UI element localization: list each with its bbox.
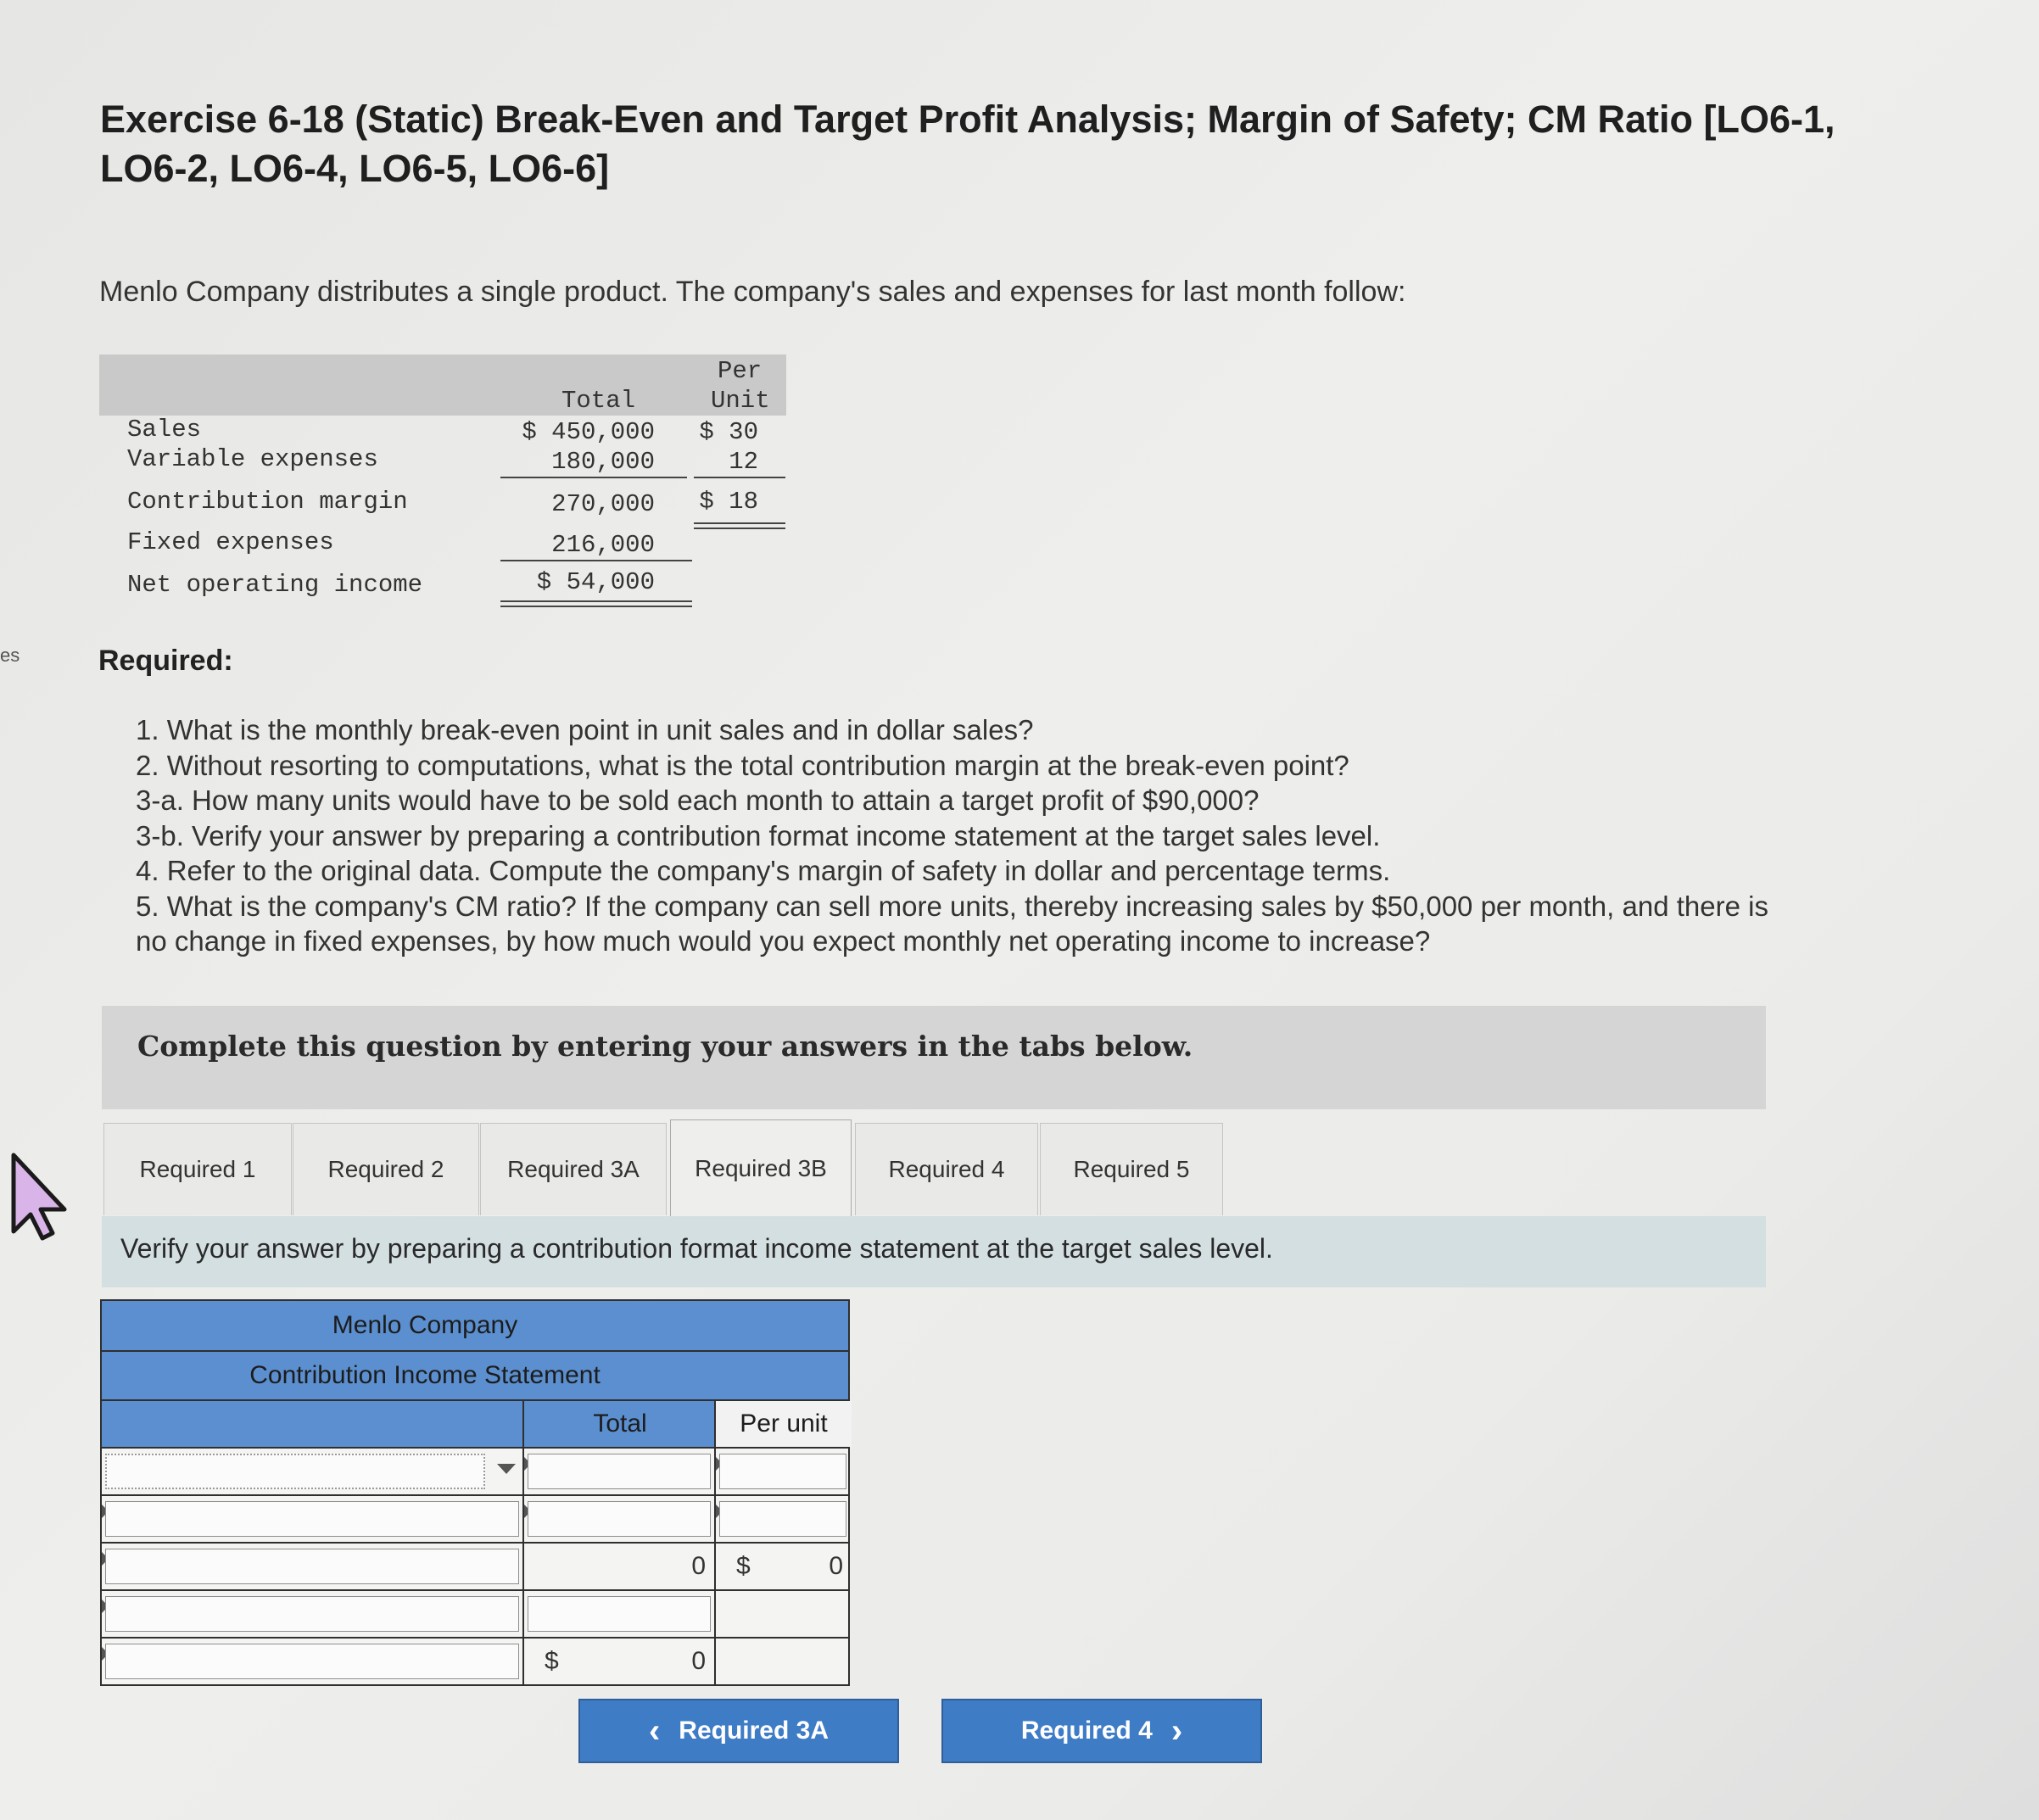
total-column-header [522,1401,716,1447]
row-label-variable: Variable expenses [127,445,378,473]
table-header-band [99,355,786,416]
row-total-noi: $ 54,000 [536,568,655,596]
total-input[interactable] [522,1496,714,1542]
row-label-sales: Sales [127,416,202,444]
total-input[interactable] [522,1449,714,1494]
row-label-cm: Contribution margin [127,488,408,516]
tab-instruction-bar [102,1216,1766,1287]
rule-per-1 [694,477,785,478]
double-rule-per [694,522,785,529]
requirement-3b: 3-b. Verify your answer by preparing a contribution format income statement at the target sales level. [136,819,1381,851]
row-per-sales: $ 30 [699,418,758,446]
prev-button-label: Required 3A [679,1717,830,1745]
requirement-5-cont: no change in fixed expenses, by how much would you expect monthly net operating income to increase? [136,925,1431,957]
label-column-header [102,1401,522,1447]
chevron-down-icon[interactable] [497,1464,516,1474]
chevron-right-icon: › [1170,1711,1183,1750]
row-label-dropdown[interactable] [102,1449,522,1494]
statement-company [100,1299,850,1350]
tab-label: Required 2 [327,1156,444,1182]
label-select[interactable] [105,1454,485,1489]
total-computed [522,1639,714,1684]
next-required-4-button[interactable] [941,1699,1262,1763]
left-edge-fragment: es [0,645,20,666]
per-unit-empty [714,1639,850,1684]
tab-required-4[interactable] [855,1123,1038,1215]
requirement-3a: 3-a. How many units would have to be sold each month to attain a target profit of $90,000? [136,784,1260,816]
intro-text: Menlo Company distributes a single product. The company's sales and expenses for last month follow: [99,276,1406,308]
tab-required-5[interactable] [1040,1123,1223,1215]
required-heading: Required: [98,645,233,677]
row-label-input[interactable] [102,1544,522,1589]
exercise-title: Exercise 6-18 (Static) Break-Even and Target Profit Analysis; Margin of Safety; CM Ratio [LO6-1, LO6-2, LO6-4, LO6-5, LO6-6] [100,98,1835,190]
per-unit-header-text: Per unit [740,1410,828,1438]
next-button-label: Required 4 [1020,1717,1153,1745]
row-label-input[interactable] [102,1591,522,1637]
total-currency: $ [545,1647,559,1675]
tab-label: Required 3A [507,1156,640,1182]
income-statement [100,1299,850,1686]
company-name: Menlo Company [332,1311,518,1339]
requirement-1: 1. What is the monthly break-even point in unit sales and in dollar sales? [136,714,1034,745]
statement-title [100,1350,850,1399]
tab-label: Required 3B [695,1155,827,1181]
total-field[interactable] [528,1596,711,1632]
total-header-text: Total [593,1410,647,1438]
col-header-per-line2: Unit [711,387,770,415]
per-unit-field[interactable] [719,1454,846,1489]
tab-instruction-text: Verify your answer by preparing a contribution format income statement at the target sales level. [120,1233,1273,1264]
rule-total-2 [500,560,692,561]
requirement-2: 2. Without resorting to computations, what is the total contribution margin at the break-even point? [136,749,1349,781]
row-total-cm: 270,000 [551,490,655,518]
label-field[interactable] [105,1501,519,1537]
row-per-variable: 12 [729,448,758,476]
per-unit-input[interactable] [714,1496,850,1542]
tab-label: Required 1 [139,1156,256,1182]
complete-banner [102,1006,1766,1109]
row-total-sales: $ 450,000 [522,418,655,446]
statement-column-headers [100,1399,850,1449]
row-total-variable: 180,000 [551,448,655,476]
row-total-fixed: 216,000 [551,531,655,559]
label-field[interactable] [105,1644,519,1679]
chevron-left-icon: ‹ [648,1711,661,1750]
row-per-cm: $ 18 [699,488,758,516]
total-computed-value: 0 [691,1552,706,1580]
per-unit-currency: $ [736,1552,751,1580]
row-label-noi: Net operating income [127,571,423,599]
per-unit-computed-value: 0 [829,1552,843,1580]
per-unit-input[interactable] [714,1449,850,1494]
label-field[interactable] [105,1549,519,1584]
tab-label: Required 5 [1073,1156,1190,1182]
per-unit-field[interactable] [719,1501,846,1537]
mouse-pointer-icon [8,1152,76,1245]
row-label-input[interactable] [102,1639,522,1684]
total-computed-value: 0 [691,1647,706,1675]
total-computed [522,1544,714,1589]
double-rule-total [500,600,692,607]
tab-required-3b[interactable] [670,1119,852,1217]
rule-total-1 [500,477,687,478]
per-unit-computed [714,1544,850,1589]
total-field[interactable] [528,1501,711,1537]
tab-label: Required 4 [888,1156,1005,1182]
row-label-input[interactable] [102,1496,522,1542]
requirement-4: 4. Refer to the original data. Compute the company's margin of safety in dollar and percentage terms. [136,855,1391,886]
statement-row [100,1496,850,1544]
tab-required-2[interactable] [293,1123,479,1215]
complete-banner-text: Complete this question by entering your answers in the tabs below. [137,1030,1193,1063]
statement-row [100,1639,850,1686]
prev-required-3a-button[interactable] [578,1699,899,1763]
statement-row [100,1544,850,1591]
total-field[interactable] [528,1454,711,1489]
per-unit-empty [714,1591,850,1637]
col-header-total: Total [561,387,636,415]
label-field[interactable] [105,1596,519,1632]
total-input[interactable] [522,1591,714,1637]
statement-title-text: Contribution Income Statement [249,1361,601,1389]
requirements-list [136,712,1951,959]
per-unit-column-header [714,1401,852,1447]
statement-row [100,1591,850,1639]
requirement-5: 5. What is the company's CM ratio? If the company can sell more units, thereby increasing sales by $50,000 per month, and there is [136,890,1768,922]
tab-required-1[interactable] [103,1123,292,1215]
col-header-per-line1: Per [718,357,763,385]
tab-required-3a[interactable] [480,1123,667,1215]
row-label-fixed: Fixed expenses [127,528,334,556]
statement-row [100,1449,850,1496]
